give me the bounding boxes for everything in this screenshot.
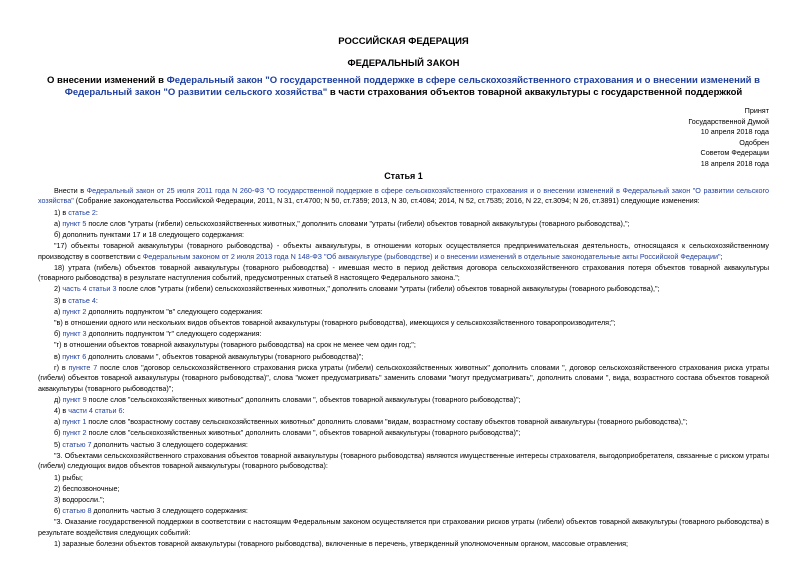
paragraph-text: после слов "сельскохозяйственных животных" дополнить словами ", объектов товарной аквакультуры (товарного рыбоводства)"; (86, 428, 521, 438)
law-reference-link[interactable]: пункт 2 (62, 306, 87, 316)
paragraph-text: 2) беспозвоночные; (54, 483, 120, 493)
paragraph-text: 1) в (54, 207, 69, 217)
paragraph (38, 440, 769, 450)
adoption-council: Советом Федерации (700, 148, 769, 157)
paragraph-text: 2) (54, 284, 63, 294)
paragraph (38, 352, 769, 362)
paragraph-text: 5) (54, 439, 63, 449)
paragraph-text: г) в (54, 362, 69, 372)
law-reference-link[interactable]: пункт 5 (62, 218, 87, 228)
law-reference-link[interactable]: пункт 9 (62, 394, 87, 404)
paragraph-text: : (95, 295, 98, 305)
paragraph-text: "в) в отношении одного или нескольких видов объектов товарной аквакультуры (товарного рыбоводства), имеющихся у сельскохозяйственного товаропроизводителя;"; (54, 318, 616, 328)
document-title (20, 75, 787, 99)
law-reference-link[interactable]: пункт 2 (62, 428, 87, 438)
law-reference-link[interactable]: статье 4 (68, 295, 96, 305)
adoption-council-date: 18 апреля 2018 года (700, 158, 769, 168)
law-reference-link[interactable]: статью 7 (62, 439, 92, 449)
paragraph (38, 307, 769, 317)
paragraph (38, 406, 769, 416)
paragraph (38, 539, 769, 549)
paragraph-text: 18) утрата (гибель) объектов товарной аквакультуры (товарного рыбоводства) - имевшая место в период действия договора сельскохозяйственного страхования потеря объектов товарной аквакультуры (товарного рыбоводства) в результате наступления событий, предусмотренных статьей 8 настоящего Федерального закона."; (38, 262, 769, 283)
paragraph-text: 3) водоросли."; (54, 494, 105, 504)
paragraph-text: д) (54, 394, 63, 404)
document-kind-heading: ФЕДЕРАЛЬНЫЙ ЗАКОН (347, 58, 460, 69)
paragraph-text: в) (54, 351, 63, 361)
paragraph (38, 284, 769, 294)
paragraph-text: б) дополнить пунктами 17 и 18 следующего содержания: (54, 230, 244, 240)
article-heading: Статья 1 (384, 171, 423, 181)
paragraph-text: 1) рыбы; (54, 472, 83, 482)
paragraph (38, 417, 769, 427)
adoption-approved: Одобрен (739, 137, 769, 147)
paragraph-text: а) (54, 306, 63, 316)
paragraph (38, 428, 769, 438)
adoption-duma-date: 10 апреля 2018 года (700, 127, 769, 136)
paragraph-text: после слов "утраты (гибели) сельскохозяйственных животных," дополнить словами "утраты (гибели) объектов товарной аквакультуры (товарного рыбоводства),"; (116, 284, 660, 294)
adoption-block (688, 106, 769, 169)
paragraph (38, 473, 769, 483)
paragraph-text: дополнить частью 3 следующего содержания: (91, 439, 248, 449)
paragraph-text: 3) в (54, 295, 69, 305)
paragraph (38, 318, 769, 328)
paragraph (38, 363, 769, 394)
paragraph (38, 186, 769, 207)
paragraph-text: : (95, 207, 98, 217)
law-reference-link[interactable]: статье 2 (68, 207, 96, 217)
paragraph-text: б) (54, 428, 63, 438)
title-prefix: О внесении изменений в (47, 75, 167, 86)
paragraph-text: 6) (54, 506, 63, 516)
paragraph-text: после слов "сельскохозяйственных животных" дополнить словами ", объектов товарной аквакультуры (товарного рыбоводства)"; (86, 394, 521, 404)
law-reference-link[interactable]: Федеральным законом от 2 июля 2013 года N 148-ФЗ "Об аквакультуре (рыбоводстве) и о внесении изменений в отдельные законодательные акты Российской Федерации" (142, 251, 721, 261)
paragraph-text: 4) в (54, 406, 69, 416)
paragraph-text: дополнить словами ", объектов товарной аквакультуры (товарного рыбоводства)"; (86, 351, 364, 361)
law-reference-link[interactable]: статью 8 (62, 506, 92, 516)
paragraph-text: "г) в отношении объектов товарной аквакультуры (товарного рыбоводства) на срок не менее чем один год;"; (54, 340, 416, 350)
paragraph (38, 484, 769, 494)
adoption-duma: Государственной Думой (688, 116, 769, 126)
paragraph-text: ; (720, 251, 723, 261)
paragraph-text: б) (54, 329, 63, 339)
paragraph (38, 241, 769, 262)
country-heading: РОССИЙСКАЯ ФЕДЕРАЦИЯ (338, 36, 469, 47)
paragraph (38, 329, 769, 339)
law-reference-link[interactable]: Федеральный закон от 25 июля 2011 года N 260-ФЗ "О государственной поддержке в сфере сельскохозяйственного страхования и о внесении изменений в Федеральный закон "О развитии сельского хозяйства" (38, 186, 769, 206)
article-body (38, 186, 769, 550)
paragraph-text: Внести в (54, 186, 87, 195)
law-reference-link[interactable]: пункте 7 (68, 362, 98, 372)
law-reference-link[interactable]: пункт 1 (62, 417, 87, 427)
paragraph-text: дополнить частью 3 следующего содержания: (91, 506, 248, 516)
paragraph (38, 495, 769, 505)
paragraph-text: после слов "возрастному составу сельскохозяйственных животных" дополнить словами "видам, возрастному составу объектов товарной аквакультуры (товарного рыбоводства),"; (86, 417, 688, 427)
paragraph-text: дополнить подпунктом "г" следующего содержания: (86, 329, 262, 339)
title-law-link[interactable]: Федеральный закон "О государственной поддержке в сфере сельскохозяйственного страхования и о внесении изменений в Федеральный закон "О развитии сельского хозяйства" (64, 75, 760, 98)
paragraph (38, 340, 769, 350)
law-reference-link[interactable]: пункт 3 (62, 329, 87, 339)
paragraph (38, 230, 769, 240)
paragraph-text: : (122, 406, 125, 416)
paragraph-text: "3. Объектами сельскохозяйственного страхования объектов товарной аквакультуры (товарного рыбоводства) являются имущественные интересы страхователя, выгодоприобретателя, связанные с риском утраты (гибели) следующих видов объектов товарной аквакультуры (товарного рыбоводства): (38, 450, 769, 471)
paragraph-text: "3. Оказание государственной поддержки в соответствии с настоящим Федеральным законом осуществляется при страховании рисков утраты (гибели) объектов товарной аквакультуры (товарного рыбоводства) в результате воздействия следующих событий: (38, 517, 769, 537)
paragraph-text: после слов "утраты (гибели) сельскохозяйственных животных," дополнить словами "утраты (гибели) объектов товарной аквакультуры (товарного рыбоводства),"; (86, 218, 630, 228)
paragraph-text: после слов "договор сельскохозяйственного страхования риска утраты (гибели) сельскохозяйственных животных" дополнить словами ", договор сельскохозяйственного страхования риска утраты (гибели) объектов товарной аквакультуры (товарного рыбоводства)", слова "может предусматривать" заменить словами "могут предусматривать", дополнить словами ", вида, возрастного состава объектов товарной аквакультуры (товарного рыбоводства)"; (38, 362, 769, 393)
paragraph (38, 451, 769, 472)
paragraph (38, 208, 769, 218)
paragraph-text: дополнить подпунктом "в" следующего содержания: (86, 306, 263, 316)
paragraph (38, 219, 769, 229)
paragraph-text: а) (54, 218, 63, 228)
paragraph-text: (Собрание законодательства Российской Федерации, 2011, N 31, ст.4700; N 50, ст.7359; 2013, N 30, ст.4084; 2014, N 52, ст.7535; 2016, N 22, ст.3094; N 26, ст.3891) следующие изменения: (73, 196, 700, 206)
paragraph (38, 296, 769, 306)
adoption-accepted: Принят (744, 106, 769, 115)
law-reference-link[interactable]: пункт 6 (62, 351, 87, 361)
paragraph-text: "17) объекты товарной аквакультуры (товарного рыбоводства) - объекты аквакультуры, в отношении которых осуществляется предпринимательская деятельность, относящаяся к сельскохозяйственному производству в соответствии с (38, 241, 769, 261)
law-reference-link[interactable]: части 4 статьи 6 (68, 406, 123, 416)
paragraph (38, 517, 769, 538)
law-reference-link[interactable]: часть 4 статьи 3 (62, 284, 117, 294)
paragraph (38, 506, 769, 516)
paragraph-text: а) (54, 417, 63, 427)
paragraph (38, 395, 769, 405)
paragraph (38, 263, 769, 284)
paragraph-text: 1) заразные болезни объектов товарной аквакультуры (товарного рыбоводства), включенные в перечень, утвержденный уполномоченным органом, массовые отравления; (54, 538, 628, 548)
title-suffix: в части страхования объектов товарной аквакультуры с государственной поддержкой (327, 87, 743, 98)
